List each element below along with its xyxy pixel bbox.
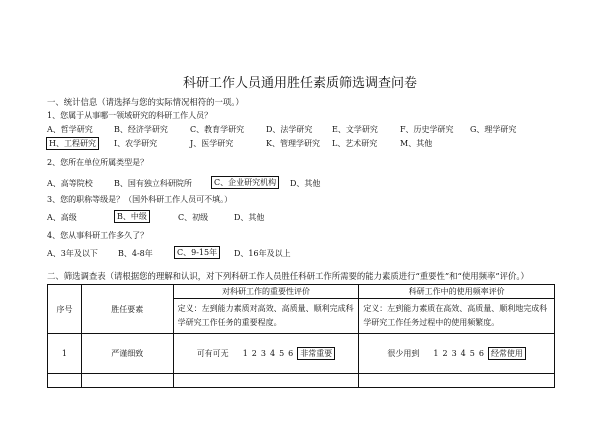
- q1-option[interactable]: A、哲学研究: [47, 125, 93, 134]
- q1-option[interactable]: G、理学研究: [470, 125, 517, 134]
- frequency-high-label-selected[interactable]: 经常使用: [488, 347, 526, 360]
- frequency-scale-4[interactable]: 4: [460, 349, 466, 358]
- q1-option[interactable]: C、教育学研究: [190, 125, 245, 134]
- header-item: 胜任要素: [81, 285, 173, 334]
- q4-option-selected[interactable]: C、9-15年: [174, 246, 220, 259]
- frequency-scale-6[interactable]: 6: [478, 349, 484, 358]
- q3-option[interactable]: C、初级: [178, 213, 209, 222]
- importance-scale-2[interactable]: 2: [251, 349, 257, 358]
- q3-option[interactable]: D、其他: [234, 213, 265, 222]
- frequency-scale-5[interactable]: 5: [469, 349, 475, 358]
- q4-option[interactable]: A、3年及以下: [47, 249, 98, 258]
- q1-option[interactable]: D、法学研究: [266, 125, 313, 134]
- section2-heading: 二、筛选调查表（请根据您的理解和认识，对下列科研工作人员胜任科研工作所需要的能力素质进行“重要性”和“使用频率”评价。）: [47, 271, 529, 281]
- q2-question: 2、您所在单位所属类型是？: [47, 158, 149, 167]
- frequency-rating: [359, 334, 555, 374]
- q1-option[interactable]: I、农学研究: [114, 139, 158, 148]
- q2-option-selected[interactable]: C、企业研究机构: [211, 176, 279, 189]
- frequency-scale-2[interactable]: 2: [442, 349, 448, 358]
- table-row: [48, 334, 555, 374]
- importance-scale-1[interactable]: 1: [242, 349, 248, 358]
- importance-scale-3[interactable]: 3: [260, 349, 266, 358]
- q1-option[interactable]: K、管理学研究: [266, 139, 320, 148]
- importance-rating: [173, 334, 359, 374]
- q1-option-selected[interactable]: H、工程研究: [46, 137, 99, 150]
- header-no: 序号: [48, 285, 82, 334]
- q4-option[interactable]: B、4-8年: [118, 249, 153, 258]
- q3-option-selected[interactable]: B、中级: [114, 210, 150, 223]
- q1-option[interactable]: J、医学研究: [190, 139, 234, 148]
- q1-option[interactable]: F、历史学研究: [400, 125, 454, 134]
- q3-option[interactable]: A、高级: [47, 213, 77, 222]
- frequency-low-label: 很少用到: [387, 349, 420, 358]
- q1-option[interactable]: L、艺术研究: [332, 139, 378, 148]
- q2-option[interactable]: B、国有独立科研院所: [114, 179, 192, 188]
- q2-option[interactable]: A、高等院校: [47, 179, 93, 188]
- frequency-definition: 定义：左到能力素质在高效、高质量、顺利地完成科学研究工作任务过程中的使用频繁度。: [359, 299, 555, 334]
- q1-option[interactable]: M、其他: [400, 139, 433, 148]
- q1-question: 1、您属于从事哪一领域研究的科研工作人员？: [47, 111, 213, 120]
- survey-title: 科研工作人员通用胜任素质筛选调查问卷: [182, 76, 417, 91]
- frequency-scale-1[interactable]: 1: [433, 349, 439, 358]
- q2-option[interactable]: D、其他: [290, 179, 321, 188]
- evaluation-table: [47, 284, 555, 388]
- q4-question: 4、您从事科研工作多久了？: [47, 231, 149, 240]
- row-no: 1: [48, 334, 82, 374]
- q1-option[interactable]: B、经济学研究: [114, 125, 168, 134]
- section1-heading: 一、统计信息（请选择与您的实际情况相符的一项。）: [47, 97, 244, 107]
- importance-scale-6[interactable]: 6: [288, 349, 294, 358]
- header-importance: 对科研工作的重要性评价: [173, 285, 359, 299]
- importance-scale-4[interactable]: 4: [269, 349, 276, 358]
- frequency-scale-3[interactable]: 3: [451, 349, 457, 358]
- q3-question: 3、您的职称等级是？（国外科研工作人员可不填。）: [47, 195, 233, 204]
- importance-definition: 定义：左到能力素质对高效、高质量、顺利完成科学研究工作任务的重要程度。: [173, 299, 359, 334]
- q1-option[interactable]: E、文学研究: [332, 125, 378, 134]
- q4-option[interactable]: D、16年及以上: [234, 249, 291, 258]
- header-frequency: 科研工作中的使用频率评价: [359, 285, 555, 299]
- importance-low-label: 可有可无: [196, 349, 229, 358]
- row-item: 严谨细致: [81, 334, 173, 374]
- importance-high-label-selected[interactable]: 非常重要: [297, 347, 335, 360]
- importance-scale-5[interactable]: 5: [279, 349, 285, 358]
